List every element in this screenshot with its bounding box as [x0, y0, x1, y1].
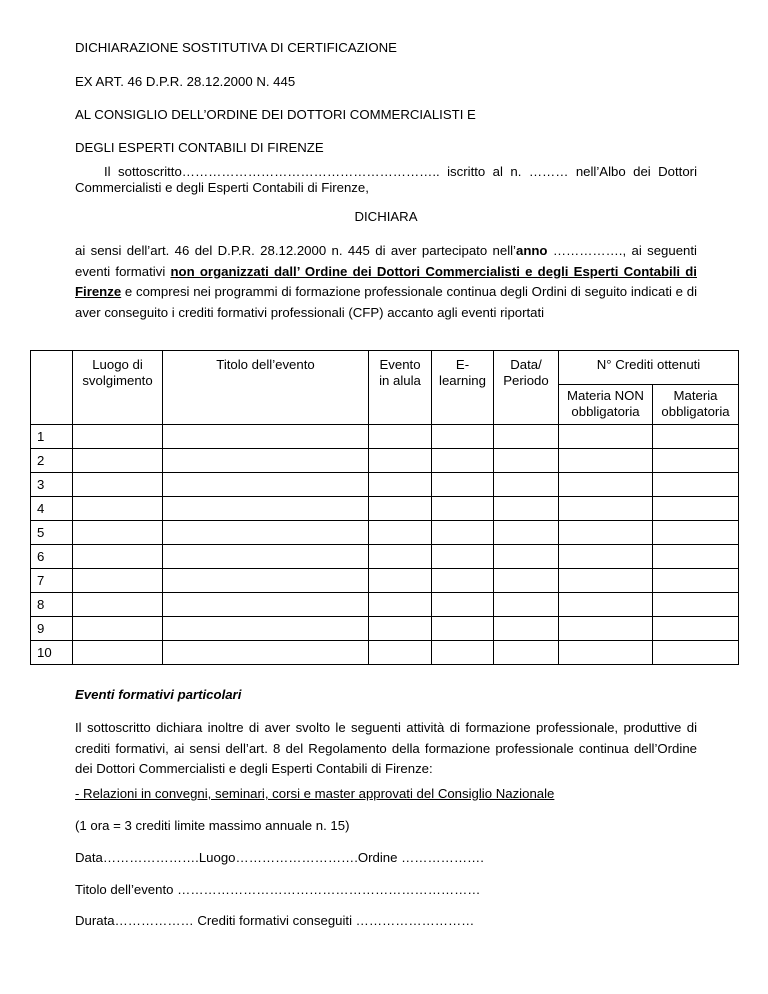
events-table — [30, 350, 739, 665]
cell-data[interactable] — [494, 617, 559, 641]
cell-obbligatoria[interactable] — [653, 521, 739, 545]
cell-non-obbligatoria[interactable] — [559, 521, 653, 545]
cell-obbligatoria[interactable] — [653, 449, 739, 473]
row-number: 9 — [31, 617, 73, 641]
special-paragraph: Il sottoscritto dichiara inoltre di aver svolto le seguenti attività di formazione professionale, produttive di crediti formativi, ai sensi dell’art. 8 del Regolamento della formazione professionale continua dell’Ordine dei Dottori Commercialisti e degli Esperti Contabili di Firenze: — [75, 720, 697, 776]
cell-data[interactable] — [494, 545, 559, 569]
cell-aula[interactable] — [369, 521, 432, 545]
declaration-part3: e compresi nei programmi di formazione professionale continua degli Ordini di seguito indicati e di aver conseguito i crediti formativi professionali (CFP) accanto agli eventi riportati — [75, 284, 697, 320]
cell-aula[interactable] — [369, 449, 432, 473]
cell-elearning[interactable] — [432, 473, 494, 497]
table-row — [31, 545, 739, 569]
cell-titolo[interactable] — [163, 569, 369, 593]
cell-obbligatoria[interactable] — [653, 569, 739, 593]
header-recipient-line2: DEGLI ESPERTI CONTABILI DI FIRENZE — [75, 140, 324, 155]
cell-data[interactable] — [494, 449, 559, 473]
cell-titolo[interactable] — [163, 593, 369, 617]
cell-titolo[interactable] — [163, 473, 369, 497]
special-item-title — [75, 786, 554, 801]
row-number: 1 — [31, 425, 73, 449]
cell-elearning[interactable] — [432, 425, 494, 449]
table-row — [31, 497, 739, 521]
cell-luogo[interactable] — [73, 569, 163, 593]
cell-obbligatoria[interactable] — [653, 473, 739, 497]
cell-obbligatoria[interactable] — [653, 593, 739, 617]
cell-luogo[interactable] — [73, 545, 163, 569]
cell-data[interactable] — [494, 641, 559, 665]
declaration-part2: ……………., ai seguenti eventi formativi — [75, 243, 697, 279]
field-titolo-evento: Titolo dell’evento …………………………………………………………… — [75, 882, 481, 897]
special-item-title-text: - Relazioni in convegni, seminari, corsi e master approvati del Consiglio Nazionale — [75, 786, 555, 801]
cell-obbligatoria[interactable] — [653, 425, 739, 449]
cell-obbligatoria[interactable] — [653, 497, 739, 521]
cell-elearning[interactable] — [432, 449, 494, 473]
cell-elearning[interactable] — [432, 641, 494, 665]
table-row — [31, 473, 739, 497]
cell-titolo[interactable] — [163, 545, 369, 569]
header-crediti: N° Crediti ottenuti — [559, 351, 739, 385]
cell-elearning[interactable] — [432, 569, 494, 593]
cell-non-obbligatoria[interactable] — [559, 473, 653, 497]
dichiara-heading: DICHIARA — [354, 209, 418, 224]
cell-obbligatoria[interactable] — [653, 641, 739, 665]
cell-luogo[interactable] — [73, 425, 163, 449]
cell-data[interactable] — [494, 569, 559, 593]
table-row — [31, 449, 739, 473]
cell-titolo[interactable] — [163, 497, 369, 521]
cell-non-obbligatoria[interactable] — [559, 449, 653, 473]
cell-aula[interactable] — [369, 425, 432, 449]
header-recipient-line1: AL CONSIGLIO DELL’ORDINE DEI DOTTORI COMMERCIALISTI E — [75, 107, 476, 122]
cell-titolo[interactable] — [163, 617, 369, 641]
header-elearning: E-learning — [432, 351, 494, 425]
cell-elearning[interactable] — [432, 593, 494, 617]
cell-non-obbligatoria[interactable] — [559, 545, 653, 569]
cell-non-obbligatoria[interactable] — [559, 569, 653, 593]
row-number: 7 — [31, 569, 73, 593]
row-number: 3 — [31, 473, 73, 497]
cell-non-obbligatoria[interactable] — [559, 497, 653, 521]
row-number: 2 — [31, 449, 73, 473]
cell-luogo[interactable] — [73, 617, 163, 641]
cell-aula[interactable] — [369, 569, 432, 593]
header-number-cell — [31, 351, 73, 425]
table-row — [31, 641, 739, 665]
cell-data[interactable] — [494, 425, 559, 449]
cell-aula[interactable] — [369, 473, 432, 497]
declaration-part1: ai sensi dell’art. 46 del D.P.R. 28.12.2000 n. 445 di aver partecipato nell’ — [75, 243, 516, 258]
row-number: 8 — [31, 593, 73, 617]
field-durata-crediti: Durata……………… Crediti formativi conseguiti ……………………… — [75, 913, 475, 928]
row-number: 6 — [31, 545, 73, 569]
cell-titolo[interactable] — [163, 449, 369, 473]
cell-luogo[interactable] — [73, 521, 163, 545]
cell-luogo[interactable] — [73, 449, 163, 473]
cell-data[interactable] — [494, 593, 559, 617]
cell-data[interactable] — [494, 473, 559, 497]
cell-data[interactable] — [494, 497, 559, 521]
table-row — [31, 521, 739, 545]
cell-titolo[interactable] — [163, 641, 369, 665]
cell-elearning[interactable] — [432, 497, 494, 521]
cell-non-obbligatoria[interactable] — [559, 593, 653, 617]
row-number: 4 — [31, 497, 73, 521]
header-law-reference: EX ART. 46 D.P.R. 28.12.2000 N. 445 — [75, 74, 296, 89]
cell-data[interactable] — [494, 521, 559, 545]
cell-non-obbligatoria[interactable] — [559, 425, 653, 449]
special-rule: (1 ora = 3 crediti limite massimo annuale n. 15) — [75, 818, 350, 833]
cell-aula[interactable] — [369, 617, 432, 641]
cell-luogo[interactable] — [73, 641, 163, 665]
cell-luogo[interactable] — [73, 593, 163, 617]
table-row — [31, 425, 739, 449]
intro-line2: Commercialisti e degli Esperti Contabili di Firenze, — [75, 180, 369, 195]
field-data-luogo-ordine: Data………………….Luogo……………………….Ordine ………………. — [75, 850, 484, 865]
cell-titolo[interactable] — [163, 425, 369, 449]
table-row — [31, 617, 739, 641]
row-number: 5 — [31, 521, 73, 545]
header-materia-obbligatoria: Materia obbligatoria — [653, 385, 739, 425]
cell-non-obbligatoria[interactable] — [559, 641, 653, 665]
cell-elearning[interactable] — [432, 521, 494, 545]
cell-luogo[interactable] — [73, 473, 163, 497]
intro-line1: Il sottoscritto………………………………………………….. iscritto al n. ……… nell’Albo dei Dottori — [104, 164, 697, 179]
header-title-line: DICHIARAZIONE SOSTITUTIVA DI CERTIFICAZIONE — [75, 40, 397, 55]
cell-aula[interactable] — [369, 593, 432, 617]
cell-aula[interactable] — [369, 641, 432, 665]
cell-aula[interactable] — [369, 497, 432, 521]
header-luogo: Luogo di svolgimento — [73, 351, 163, 425]
header-materia-non-obbligatoria: Materia NON obbligatoria — [559, 385, 653, 425]
cell-non-obbligatoria[interactable] — [559, 617, 653, 641]
table-row — [31, 569, 739, 593]
cell-elearning[interactable] — [432, 545, 494, 569]
cell-titolo[interactable] — [163, 521, 369, 545]
header-evento-aula: Evento in alula — [369, 351, 432, 425]
special-events-title: Eventi formativi particolari — [75, 687, 242, 702]
declaration-emphasis: non organizzati dall’ Ordine dei Dottori Commercialisti e degli Esperti Contabili di Firenze — [75, 263, 697, 299]
cell-obbligatoria[interactable] — [653, 545, 739, 569]
cell-elearning[interactable] — [432, 617, 494, 641]
table-row — [31, 593, 739, 617]
header-data-periodo: Data/ Periodo — [494, 351, 559, 425]
header-titolo: Titolo dell’evento — [163, 351, 369, 425]
cell-aula[interactable] — [369, 545, 432, 569]
cell-obbligatoria[interactable] — [653, 617, 739, 641]
cell-luogo[interactable] — [73, 497, 163, 521]
declaration-anno: anno — [515, 243, 548, 258]
row-number: 10 — [31, 641, 73, 665]
declaration-paragraph — [75, 241, 697, 323]
